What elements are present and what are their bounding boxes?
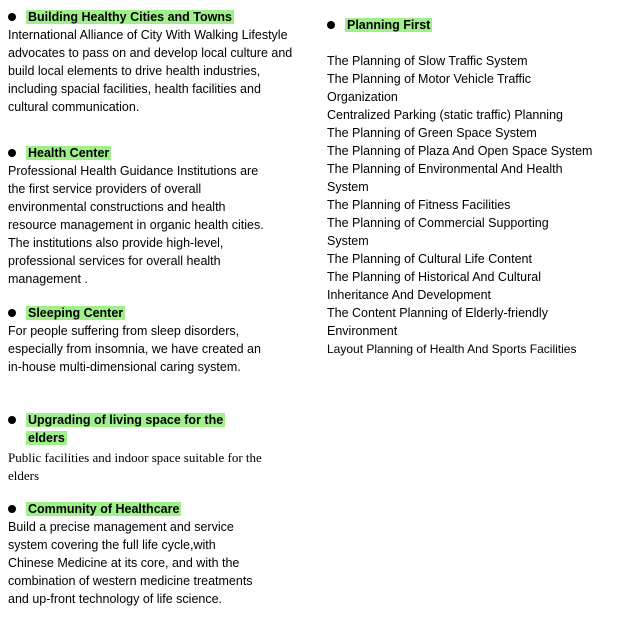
section-body: Professional Health Guidance Institutions are the first service providers of overall environmental constructions and health resource management in organic health cities. The institutions also provide high-level, professional services for overall health management . (8, 164, 264, 286)
list-item: The Planning of Environmental And Health System (327, 162, 563, 194)
section-heading (8, 500, 308, 518)
section-healthy-cities (8, 8, 308, 116)
section-health-center (8, 144, 308, 288)
section-planning-first (327, 16, 617, 34)
bullet-icon (8, 416, 16, 424)
bullet-icon (8, 309, 16, 317)
bullet-icon (8, 505, 16, 513)
section-elders-upgrade (8, 411, 308, 485)
section-title: Health Center (28, 146, 110, 160)
section-heading (327, 16, 617, 34)
section-title: Community of Healthcare (28, 502, 180, 516)
section-sleeping-center (8, 304, 308, 376)
bullet-icon (8, 149, 16, 157)
section-body: Build a precise management and service system covering the full life cycle,with Chinese Medicine at its core, and with the combination of western medicine treatments and up-front technology of life science. (8, 520, 253, 606)
list-item: The Planning of Slow Traffic System (327, 54, 528, 68)
list-item: The Planning of Fitness Facilities (327, 198, 511, 212)
section-heading (8, 411, 236, 447)
section-heading (8, 304, 308, 322)
section-heading (8, 144, 308, 162)
bullet-icon (8, 13, 16, 21)
list-item: The Planning of Cultural Life Content (327, 252, 532, 266)
planning-list (327, 52, 612, 358)
list-item: Centralized Parking (static traffic) Planning (327, 108, 563, 122)
list-item: The Content Planning of Elderly-friendly Environment (327, 306, 548, 338)
bullet-icon (327, 21, 335, 29)
list-item: Layout Planning of Health And Sports Facilities (327, 342, 577, 356)
section-title: Sleeping Center (28, 306, 124, 320)
section-title: Upgrading of living space for the elders (28, 413, 224, 445)
list-item: The Planning of Commercial Supporting System (327, 216, 549, 248)
list-item: The Planning of Green Space System (327, 126, 537, 140)
section-body: For people suffering from sleep disorders, especially from insomnia, we have created an in-house multi-dimensional caring system. (8, 324, 261, 374)
section-title: Planning First (347, 18, 431, 32)
list-item: The Planning of Plaza And Open Space System (327, 144, 593, 158)
section-heading (8, 8, 308, 26)
section-body: Public facilities and indoor space suitable for the elders (8, 450, 262, 483)
list-item: The Planning of Historical And Cultural Inheritance And Development (327, 270, 542, 302)
section-title: Building Healthy Cities and Towns (28, 10, 232, 24)
list-item: The Planning of Motor Vehicle Traffic Organization (327, 72, 532, 104)
section-body: International Alliance of City With Walking Lifestyle advocates to pass on and develop local culture and build local elements to drive health industries, including spacial facilities, health facilities and cultural communication. (8, 28, 293, 114)
section-community-healthcare (8, 500, 308, 608)
